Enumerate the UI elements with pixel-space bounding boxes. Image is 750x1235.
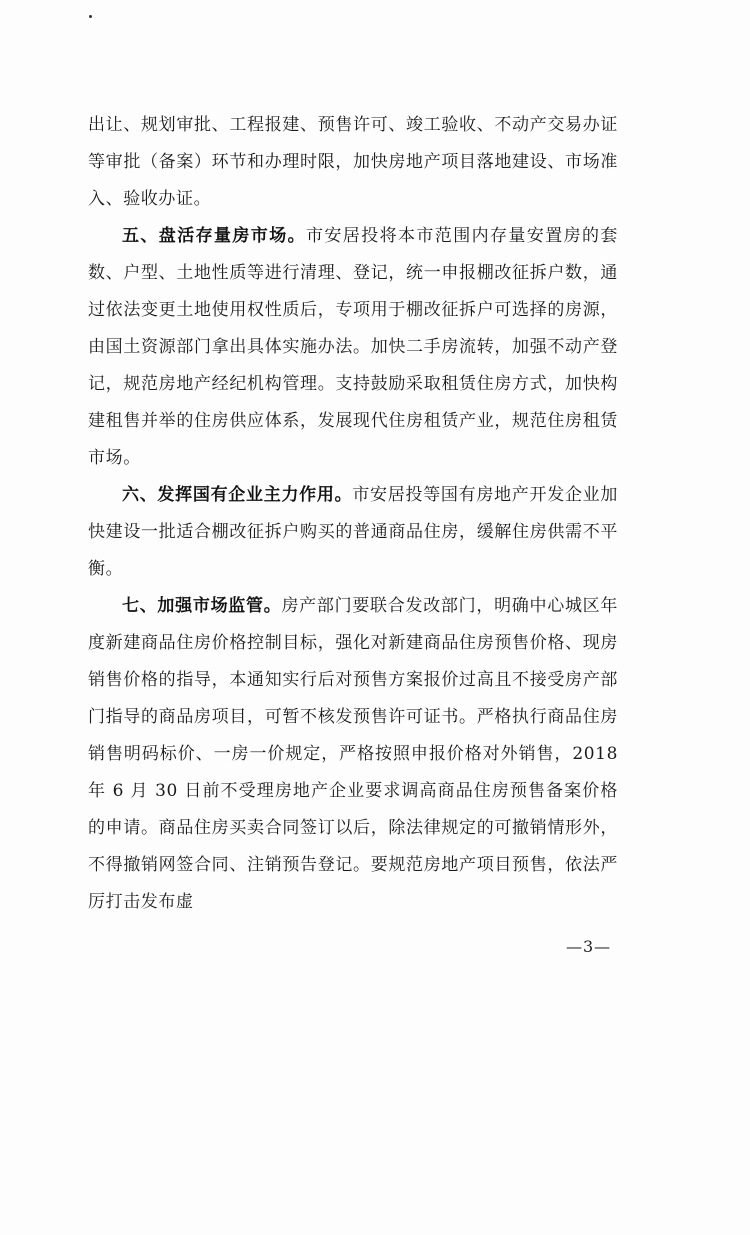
page-number: —3—	[566, 937, 612, 956]
section-heading: 五、盘活存量房市场。	[122, 226, 306, 246]
paragraph-text: 出让、规划审批、工程报建、预售许可、竣工验收、不动产交易办证等审批（备案）环节和办理时限，加快房地产项目落地建设、市场准入、验收办证。	[88, 115, 618, 209]
section-heading: 七、加强市场监管。	[122, 596, 282, 616]
paragraph-continuation	[88, 107, 618, 218]
scan-speck	[89, 15, 92, 18]
paragraph-text: 市安居投等国有房地产开发企业加快建设一批适合棚改征拆户购买的普通商品住房，缓解住房供需不平衡。	[88, 485, 618, 579]
paragraph-section-6	[88, 477, 618, 588]
paragraph-text: 市安居投将本市范围内存量安置房的套数、户型、土地性质等进行清理、登记，统一申报棚改征拆户数，通过依法变更土地使用权性质后，专项用于棚改征拆户可选择的房源，由国土资源部门拿出具体实施办法。加快二手房流转，加强不动产登记，规范房地产经纪机构管理。支持鼓励采取租赁住房方式，加快构建租售并举的住房供应体系，发展现代住房租赁产业，规范住房租赁市场。	[88, 226, 618, 468]
document-body	[88, 107, 618, 921]
paragraph-section-7	[88, 588, 618, 921]
paragraph-section-5	[88, 218, 618, 477]
section-heading: 六、发挥国有企业主力作用。	[122, 485, 353, 505]
paragraph-text: 房产部门要联合发改部门，明确中心城区年度新建商品住房价格控制目标，强化对新建商品住房预售价格、现房销售价格的指导，本通知实行后对预售方案报价过高且不接受房产部门指导的商品房项目，可暂不核发预售许可证书。严格执行商品住房销售明码标价、一房一价规定，严格按照申报价格对外销售，2018 年 6 月 30 日前不受理房地产企业要求调高商品住房预售备案价格的申请。商品住房买卖合同签订以后，除法律规定的可撤销情形外，不得撤销网签合同、注销预告登记。要规范房地产项目预售，依法严厉打击发布虚	[88, 596, 618, 912]
